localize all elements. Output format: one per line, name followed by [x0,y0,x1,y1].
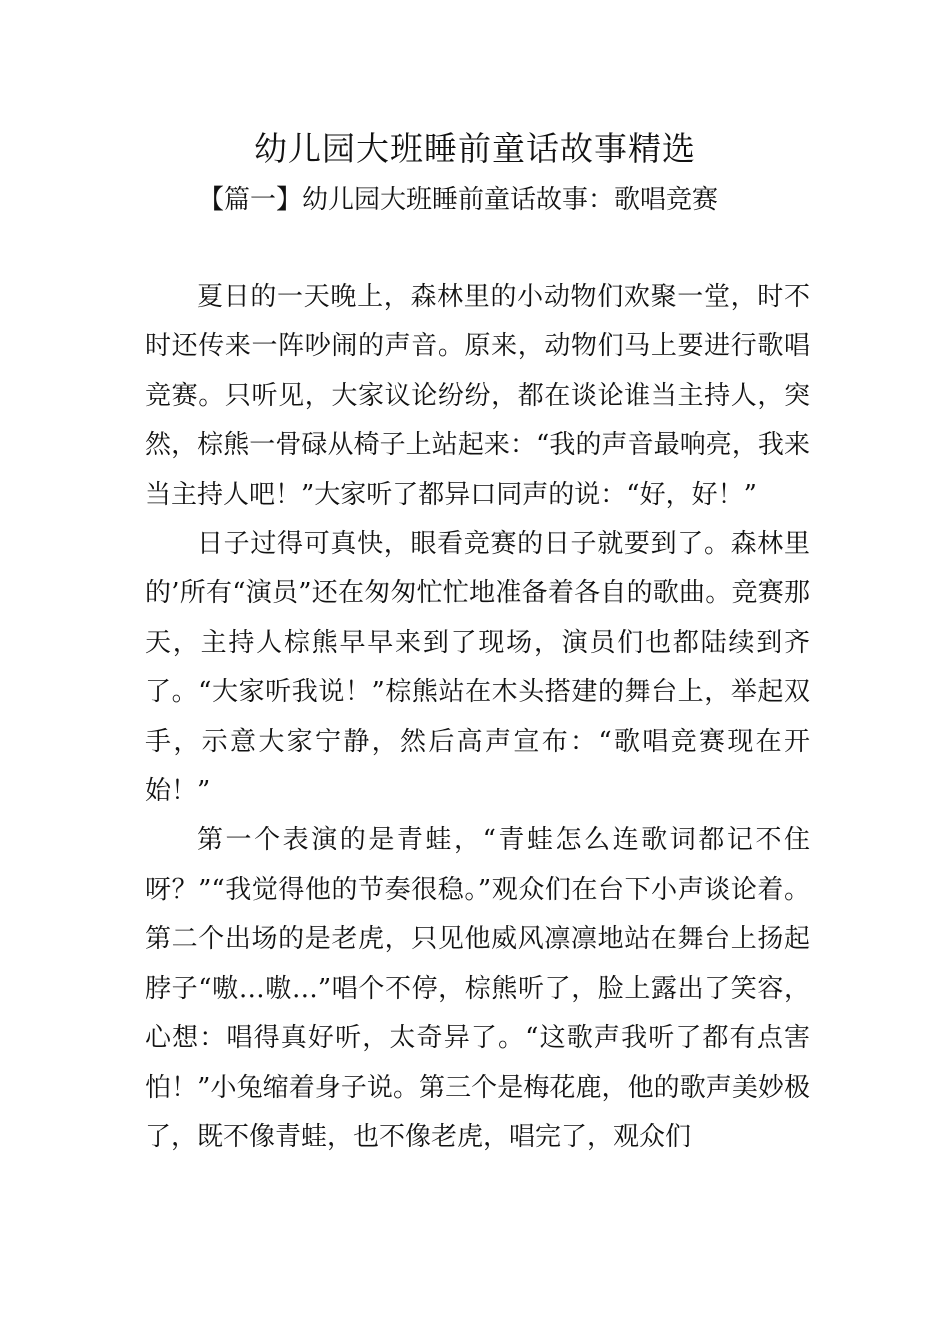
paragraph-3: 第一个表演的是青蛙，“青蛙怎么连歌词都记不住呀？”“我觉得他的节奏很稳。”观众们在台下小声谈论着。第二个出场的是老虎，只见他威风凛凛地站在舞台上扬起脖子“嗷…嗷…”唱个不停，棕熊听了，脸上露出了笑容，心想：唱得真好听，太奇异了。“这歌声我听了都有点害怕！”小兔缩着身子说。第三个是梅花鹿，他的歌声美妙极了，既不像青蛙，也不像老虎，唱完了，观众们 [145,825,810,1152]
document-title: 幼儿园大班睡前童话故事精选 [254,129,696,168]
section-heading: 【篇一】幼儿园大班睡前童话故事：歌唱竞赛 [198,185,719,215]
paragraph-2: 日子过得可真快，眼看竞赛的日子就要到了。森林里的’所有“演员”还在匆匆忙忙地准备着各自的歌曲。竞赛那天，主持人棕熊早早来到了现场，演员们也都陆续到齐了。“大家听我说！”棕熊站在木头搭建的舞台上，举起双手，示意大家宁静，然后高声宣布：“歌唱竞赛现在开始！” [145,529,810,807]
story-body [145,273,810,1162]
paragraph-1: 夏日的一天晚上，森林里的小动物们欢聚一堂，时不时还传来一阵吵闹的声音。原来，动物们马上要进行歌唱竞赛。只听见，大家议论纷纷，都在谈论谁当主持人，突然，棕熊一骨碌从椅子上站起来：“我的声音最响亮，我来当主持人吧！”大家听了都异口同声的说：“好，好！” [145,282,810,510]
